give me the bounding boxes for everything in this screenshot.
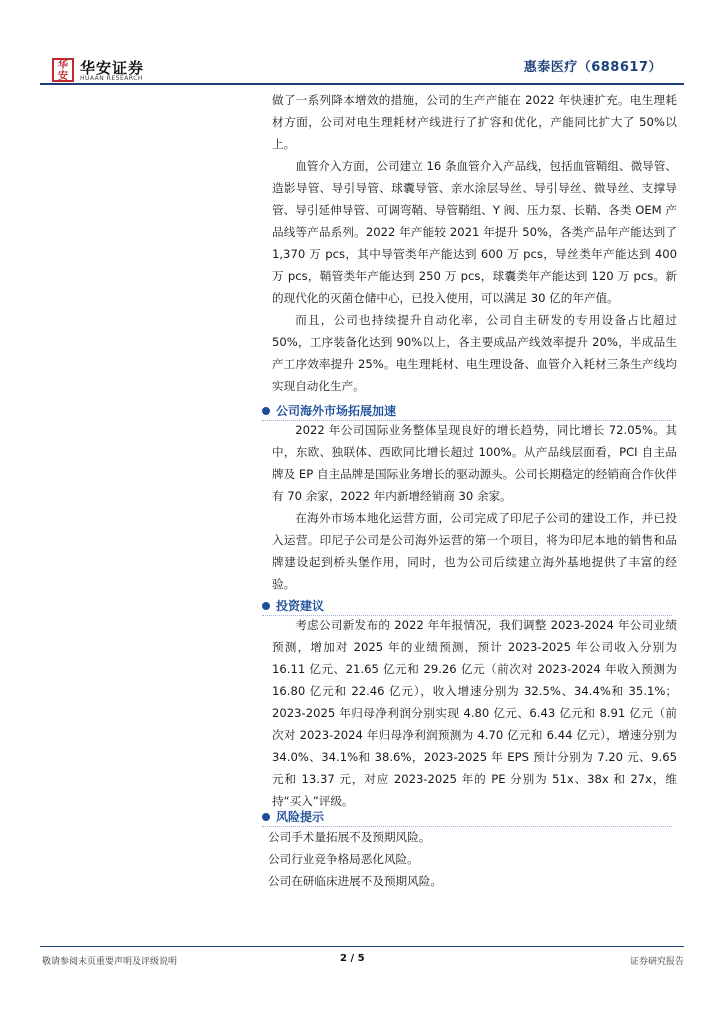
section-title: 风险提示 bbox=[276, 810, 325, 824]
footer-divider bbox=[40, 946, 684, 947]
risk-item: 公司行业竞争格局恶化风险。 bbox=[268, 852, 419, 866]
header-divider bbox=[40, 83, 684, 85]
logo-subtext: HUAAN RESEARCH bbox=[80, 75, 143, 82]
paragraph-invest: 考虑公司新发布的 2022 年年报情况，我们调整 2023-2024 年公司业绩预测，增加对 2025 年的业绩预测，预计 2023-2025 年公司收入分别为 16.11 亿元、21.65 亿元和 29.26 亿元（前次对 2023-2024 年收入预测为 16.80 亿元和 22.46 亿元），收入增速分别为 32.5%、34.4%和 35.1%；2023-2025 年归母净利润分别实现 4.80 亿元、6.43 亿元和 8.91 亿元（前次对 2023-2024 年归母净利润预测为 4.70 亿元和 6.44 亿元），增速分别为 34.0%、34.1%和 38.6%，2023-2025 年 EPS 预计分别为 7.20 元、9.65 元和 13.37 元，对应 2023-2025 年的 PE 分别为 51x、38x 和 27x，维持“买入”评级。 bbox=[272, 618, 677, 808]
footer-report-type: 证券研究报告 bbox=[629, 957, 684, 967]
section-heading-overseas bbox=[262, 402, 396, 419]
paragraph-capacity-3: 而且，公司也持续提升自动化率，公司自主研发的专用设备占比超过 50%，工序装备化达到 90%以上，各主要成品产线效率提升 20%，半成品生产工序效率提升 25%。电生理耗材、电生理设备、血管介入耗材三条生产线均实现自动化生产。 bbox=[272, 313, 677, 393]
section-heading-risk bbox=[262, 808, 324, 825]
paragraph-capacity-2: 血管介入方面，公司建立 16 条血管介入产品线，包括血管鞘组、微导管、造影导管、导引导管、球囊导管、亲水涂层导丝、导引导丝、微导丝、支撑导管、导引延伸导管、可调弯鞘、导管鞘组、Y 阀、压力泵、长鞘、各类 OEM 产品线等产品系列。2022 年产能较 2021 年提升 50%，各类产品年产能达到了 1,370 万 pcs，其中导管类年产能达到 600 万 pcs，导丝类年产能达到 400 万 pcs，鞘管类年产能达到 250 万 pcs，球囊类年产能达到 120 万 pcs。新的现代化的灭菌仓储中心，已投入使用，可以满足 30 亿的年产值。 bbox=[272, 159, 677, 305]
risk-item: 公司在研临床进展不及预期风险。 bbox=[268, 874, 442, 888]
overseas-section bbox=[272, 419, 677, 595]
paragraph-overseas-1: 2022 年公司国际业务整体呈现良好的增长趋势，同比增长 72.05%。其中，东欧、独联体、西欧同比增长超过 100%。从产品线层面看，PCI 自主品牌及 EP 自主品牌是国际业务增长的驱动源头。公司长期稳定的经销商合作伙伴有 70 余家，2022 年内新增经销商 30 余家。 bbox=[272, 423, 677, 503]
risk-item: 公司手术量拓展不及预期风险。 bbox=[268, 830, 431, 844]
risk-section bbox=[268, 826, 673, 892]
logo-text: 华安证券 bbox=[80, 59, 145, 77]
footer-disclaimer: 敬请参阅末页重要声明及评级说明 bbox=[42, 957, 178, 967]
capacity-section bbox=[272, 89, 677, 397]
huaan-logo-icon: 华 安 bbox=[52, 58, 74, 82]
bullet-icon bbox=[262, 407, 270, 415]
paragraph-capacity-1: 做了一系列降本增效的措施，公司的生产产能在 2022 年快速扩充。电生理耗材方面，公司对电生理耗材产线进行了扩容和优化，产能同比扩大了 50%以上。 bbox=[272, 93, 677, 151]
section-title: 投资建议 bbox=[276, 599, 325, 613]
invest-section bbox=[272, 614, 677, 812]
bullet-icon bbox=[262, 813, 270, 821]
section-title: 公司海外市场拓展加速 bbox=[276, 404, 397, 418]
bullet-icon bbox=[262, 602, 270, 610]
page-number: 2 / 5 bbox=[340, 953, 365, 964]
company-title: 惠泰医疗（688617） bbox=[523, 60, 662, 75]
page-header bbox=[40, 54, 684, 84]
section-heading-invest bbox=[262, 597, 324, 614]
paragraph-overseas-2: 在海外市场本地化运营方面，公司完成了印尼子公司的建设工作，并已投入运营。印尼子公司是公司海外运营的第一个项目，将为印尼本地的销售和品牌建设起到桥头堡作用，同时，也为公司后续建立海外基地提供了丰富的经验。 bbox=[272, 511, 677, 591]
